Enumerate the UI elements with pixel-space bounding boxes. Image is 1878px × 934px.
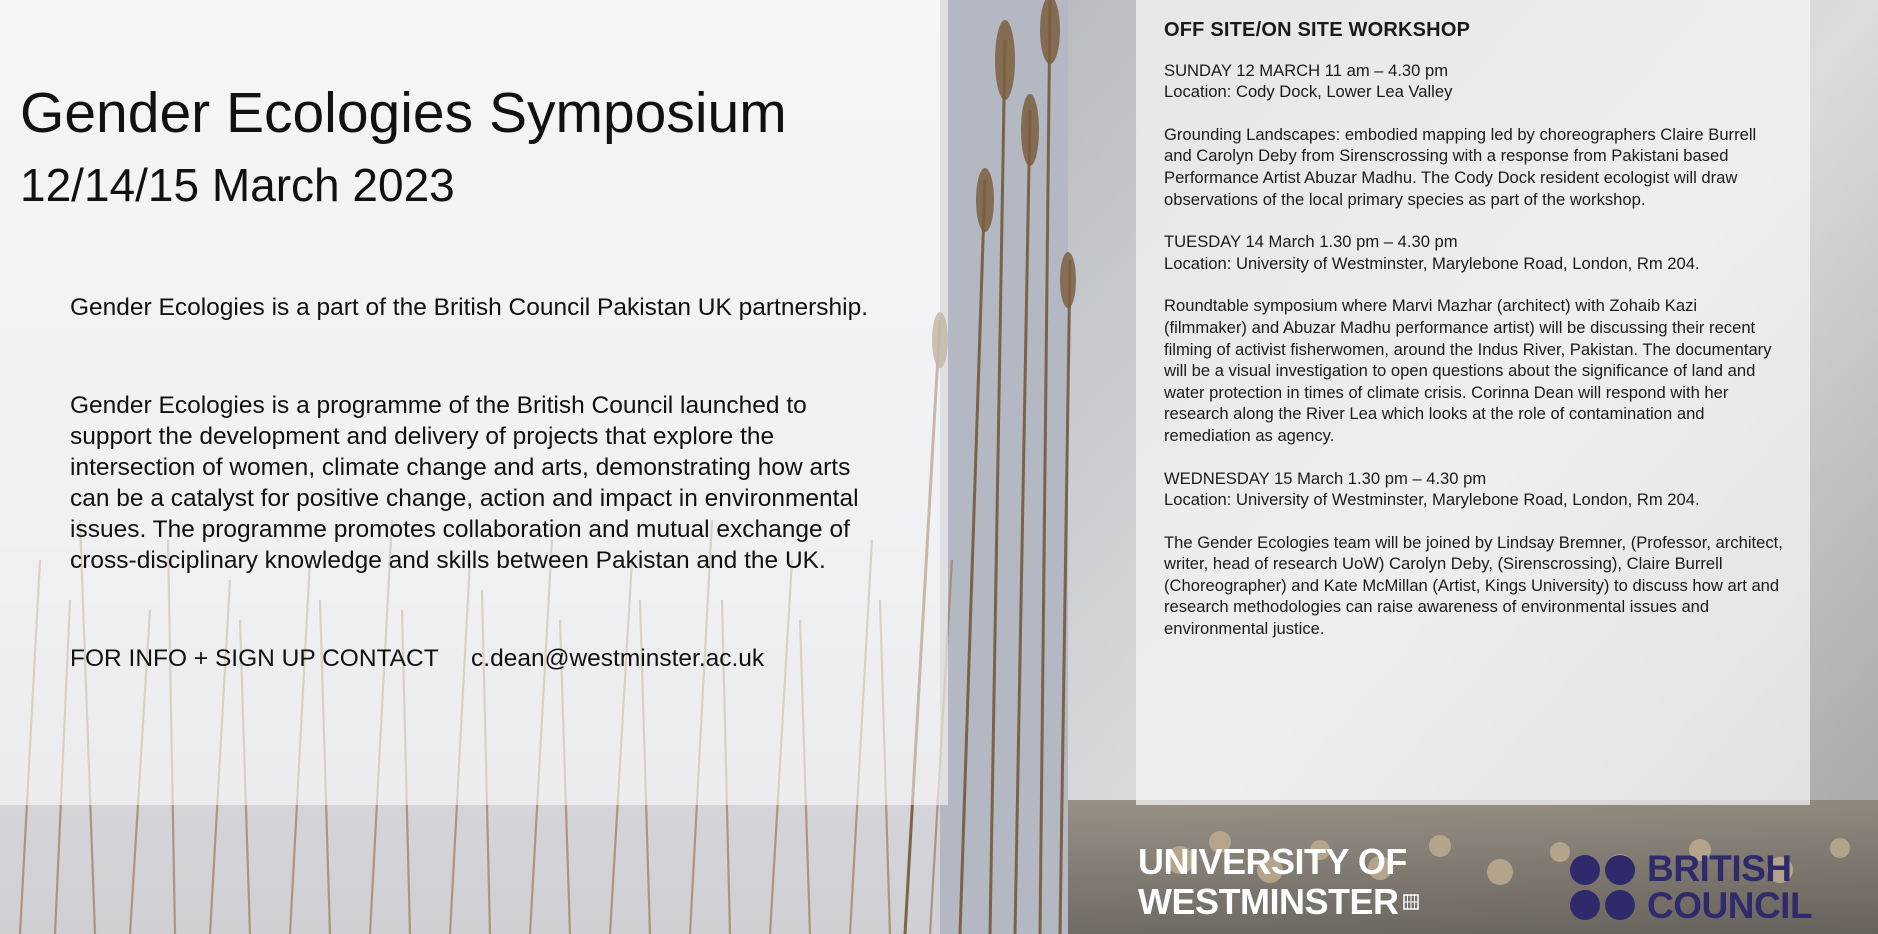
workshop-schedule — [1164, 20, 1784, 661]
event-dates: 12/14/15 March 2023 — [20, 159, 455, 211]
session-description: Grounding Landscapes: embodied mapping led by choreographers Claire Burrell and Carolyn Deby from Sirenscrossing with a response from Pakistani based Performance Artist Abuzar Madhu. The Cody Dock resident ecologist will draw observations of the local primary species as part of the workshop. — [1164, 124, 1757, 209]
intro-paragraph-2: Gender Ecologies is a programme of the British Council launched to support the development and delivery of projects that explore the intersection of women, climate change and arts, demonstrating how arts can be a catalyst for positive change, action and impact in environmental issues. The programme promotes collaboration and mutual exchange of cross-disciplinary knowledge and skills between Pakistan and the UK. — [70, 392, 859, 574]
session-description: The Gender Ecologies team will be joined by Lindsay Bremner, (Professor, architect, writer, head of research UoW) Carolyn Deby, (Sirenscrossing), Claire Burrell (Choreographer) and Kate McMillan (Artist, Kings University) to discuss how art and research methodologies can raise awareness of environmental issues and environmental justice. — [1164, 532, 1783, 639]
page-title: Gender Ecologies Symposium — [20, 81, 787, 145]
session-date: WEDNESDAY 15 March 1.30 pm – 4.30 pm — [1164, 468, 1487, 488]
logo-text-line-1: BRITISH — [1647, 848, 1792, 889]
intro-paragraph-1: Gender Ecologies is a part of the British Council Pakistan UK partnership. — [70, 294, 869, 321]
tuesday-session — [1164, 231, 1784, 274]
contact-label: FOR INFO + SIGN UP CONTACT — [70, 645, 439, 672]
session-location: Location: Cody Dock, Lower Lea Valley — [1164, 82, 1453, 102]
british-council-logo — [1570, 850, 1812, 924]
contact-email[interactable]: c.dean@westminster.ac.uk — [471, 645, 765, 672]
logo-text-line-2: COUNCIL — [1647, 885, 1813, 926]
grid-mark-icon — [1403, 894, 1419, 910]
logo-text-line-1: UNIVERSITY OF — [1138, 841, 1407, 882]
session-location: Location: University of Westminster, Marylebone Road, London, Rm 204. — [1164, 490, 1700, 510]
session-date: TUESDAY 14 March 1.30 pm – 4.30 pm — [1164, 232, 1458, 252]
british-council-dots-icon — [1570, 855, 1635, 920]
university-of-westminster-logo — [1138, 842, 1419, 922]
wednesday-session — [1164, 468, 1784, 511]
contact-line — [70, 645, 764, 673]
logo-text-line-2: WESTMINSTER — [1138, 881, 1399, 922]
session-date: SUNDAY 12 MARCH 11 am – 4.30 pm — [1164, 60, 1449, 80]
session-location: Location: University of Westminster, Marylebone Road, London, Rm 204. — [1164, 253, 1700, 273]
workshop-heading: OFF SITE/ON SITE WORKSHOP — [1164, 19, 1471, 41]
sunday-session — [1164, 60, 1784, 103]
session-description: Roundtable symposium where Marvi Mazhar (architect) with Zohaib Kazi (filmmaker) and Abuzar Madhu performance artist) will be discussing their recent filming of activist fisherwomen, around the Indus River, Pakistan. The documentary will be a visual investigation to open questions about the significance of land and water protection in times of climate crisis. Corinna Dean will respond with her research along the River Lea which looks at the role of contamination and remediation as agency. — [1164, 296, 1772, 445]
